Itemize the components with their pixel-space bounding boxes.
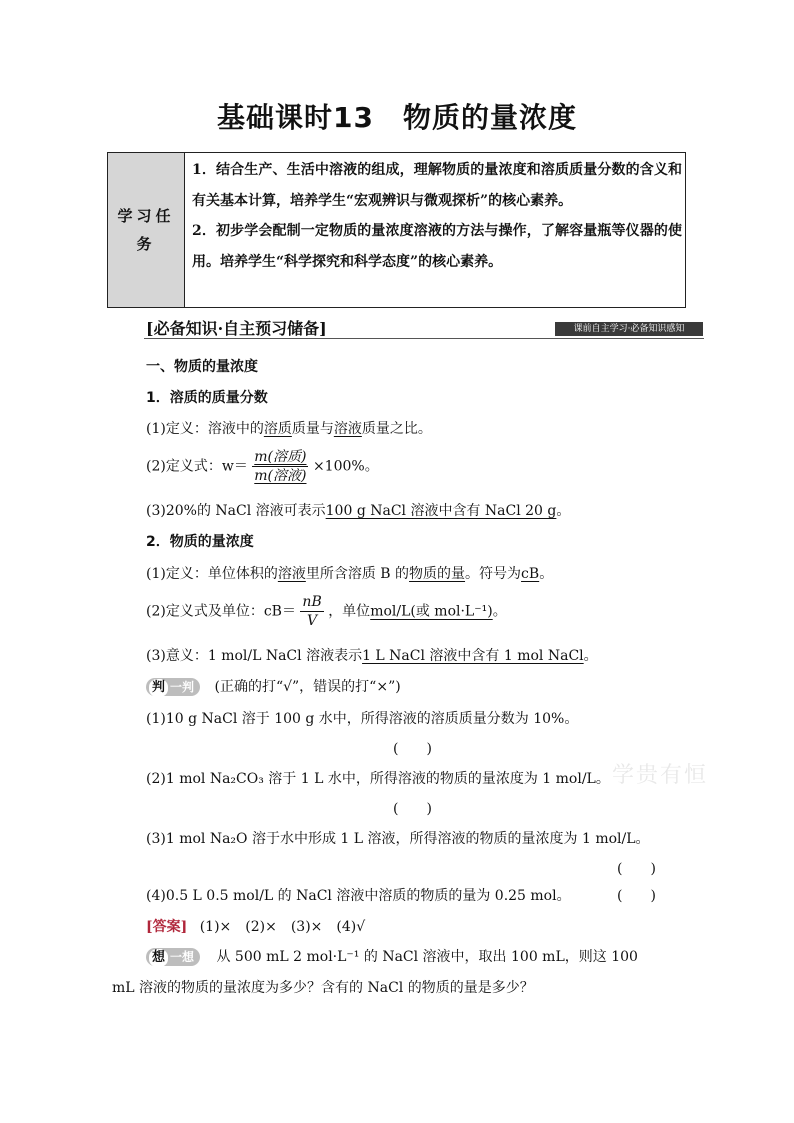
text: 质量之比。 — [361, 421, 432, 437]
text: (1)定义：溶液中的 — [146, 421, 264, 437]
answer-label: [答案] — [146, 919, 188, 935]
text: (2)定义式：w＝ — [146, 458, 248, 475]
sub1-meaning — [146, 500, 570, 520]
judge-header — [146, 676, 401, 696]
denominator: m(溶液) — [254, 468, 307, 484]
badge-char: 想 — [149, 949, 168, 967]
text: 质量与 — [291, 421, 334, 437]
judge-badge — [146, 678, 200, 696]
judge-q4: (4)0.5 L 0.5 mol/L 的 NaCl 溶液中溶质的物质的量为 0.25 mol。 — [146, 888, 571, 904]
text: 。符号为 — [465, 566, 522, 582]
task-item-1: 1．结合生产、生活中溶液的组成，理解物质的量浓度和溶质质量分数的含义和有关基本计算，培养学生“宏观辨识与微观探析”的核心素养。 — [192, 162, 682, 209]
section-tag: 课前自主学习·必备知识感知 — [555, 322, 703, 336]
judge-q4-blank: ( ) — [617, 888, 656, 904]
answer-text: (1)× (2)× (3)× (4)√ — [199, 919, 366, 935]
think-badge — [146, 948, 200, 966]
text: (2)定义式及单位：cB＝ — [146, 603, 296, 620]
text: 。 — [492, 603, 507, 620]
judge-q1-blank: ( ) — [393, 741, 432, 757]
sub2-meaning — [146, 645, 598, 665]
text: (3)20%的 NaCl 溶液可表示 — [146, 503, 326, 519]
sub2-heading: 2．物质的量浓度 — [146, 534, 254, 550]
numerator: nB — [302, 594, 322, 610]
badge-text: 一判 — [170, 680, 195, 694]
underlined-term: 1 L NaCl 溶液中含有 1 mol NaCl — [362, 648, 584, 664]
think-line-1 — [146, 946, 638, 966]
text: ×100%。 — [312, 458, 379, 475]
sub1-heading: 1．溶质的质量分数 — [146, 390, 268, 406]
badge-char: 判 — [149, 679, 168, 697]
judge-instruction: (正确的打“√”，错误的打“×”) — [214, 679, 401, 695]
sub2-definition — [146, 563, 553, 583]
text: 。 — [556, 503, 571, 519]
answer-line — [146, 916, 365, 936]
watermark: 学贵有恒 — [612, 763, 709, 788]
judge-q1: (1)10 g NaCl 溶于 100 g 水中，所得溶液的溶质质量分数为 10%。 — [146, 711, 579, 727]
judge-q2: (2)1 mol Na₂CO₃ 溶于 1 L 水中，所得溶液的物质的量浓度为 1 mol/L。 — [146, 771, 610, 787]
learning-task-table — [107, 152, 686, 308]
text: ，单位 — [328, 603, 371, 620]
underlined-term: 溶液 — [277, 566, 306, 582]
judge-q3: (3)1 mol Na₂O 溶于水中形成 1 L 溶液，所得溶液的物质的量浓度为 1 mol/L。 — [146, 831, 650, 847]
section-label: [必备知识·自主预习储备] — [146, 319, 327, 338]
part1-heading: 一、物质的量浓度 — [146, 359, 258, 375]
fraction — [252, 448, 308, 485]
judge-q2-blank: ( ) — [393, 801, 432, 817]
think-text: 从 500 mL 2 mol·L⁻¹ 的 NaCl 溶液中，取出 100 mL，则这 100 — [216, 949, 638, 965]
text: 里所含溶质 B 的 — [305, 566, 410, 582]
text: (1)定义：单位体积的 — [146, 566, 278, 582]
underlined-term: 溶质 — [263, 421, 292, 437]
sub1-formula — [146, 448, 379, 485]
badge-text: 一想 — [170, 950, 195, 964]
text: 。 — [583, 648, 598, 664]
judge-q3-blank: ( ) — [617, 861, 656, 877]
underlined-term: 100 g NaCl 溶液中含有 NaCl 20 g — [325, 503, 557, 519]
think-line-2: mL 溶液的物质的量浓度为多少？含有的 NaCl 的物质的量是多少？ — [112, 980, 534, 996]
task-table-body — [192, 155, 682, 277]
underlined-term: cB — [521, 566, 540, 582]
underlined-term: mol/L(或 mol·L⁻¹) — [370, 603, 493, 620]
text: 。 — [539, 566, 554, 582]
task-item-2: 2．初步学会配制一定物质的量浓度溶液的方法与操作，了解容量瓶等仪器的使用。培养学生“科学探究和科学态度”的核心素养。 — [192, 223, 682, 270]
sub2-formula — [146, 593, 507, 630]
numerator: m(溶质) — [254, 449, 307, 465]
page-title: 基础课时13 物质的量浓度 — [217, 101, 577, 134]
task-table-header: 学习任务 — [108, 153, 185, 307]
denominator: V — [307, 613, 318, 629]
text: (3)意义：1 mol/L NaCl 溶液表示 — [146, 648, 363, 664]
underlined-term: 溶液 — [333, 421, 362, 437]
fraction — [300, 593, 323, 630]
sub1-definition — [146, 418, 432, 438]
underlined-term: 物质的量 — [409, 566, 466, 582]
